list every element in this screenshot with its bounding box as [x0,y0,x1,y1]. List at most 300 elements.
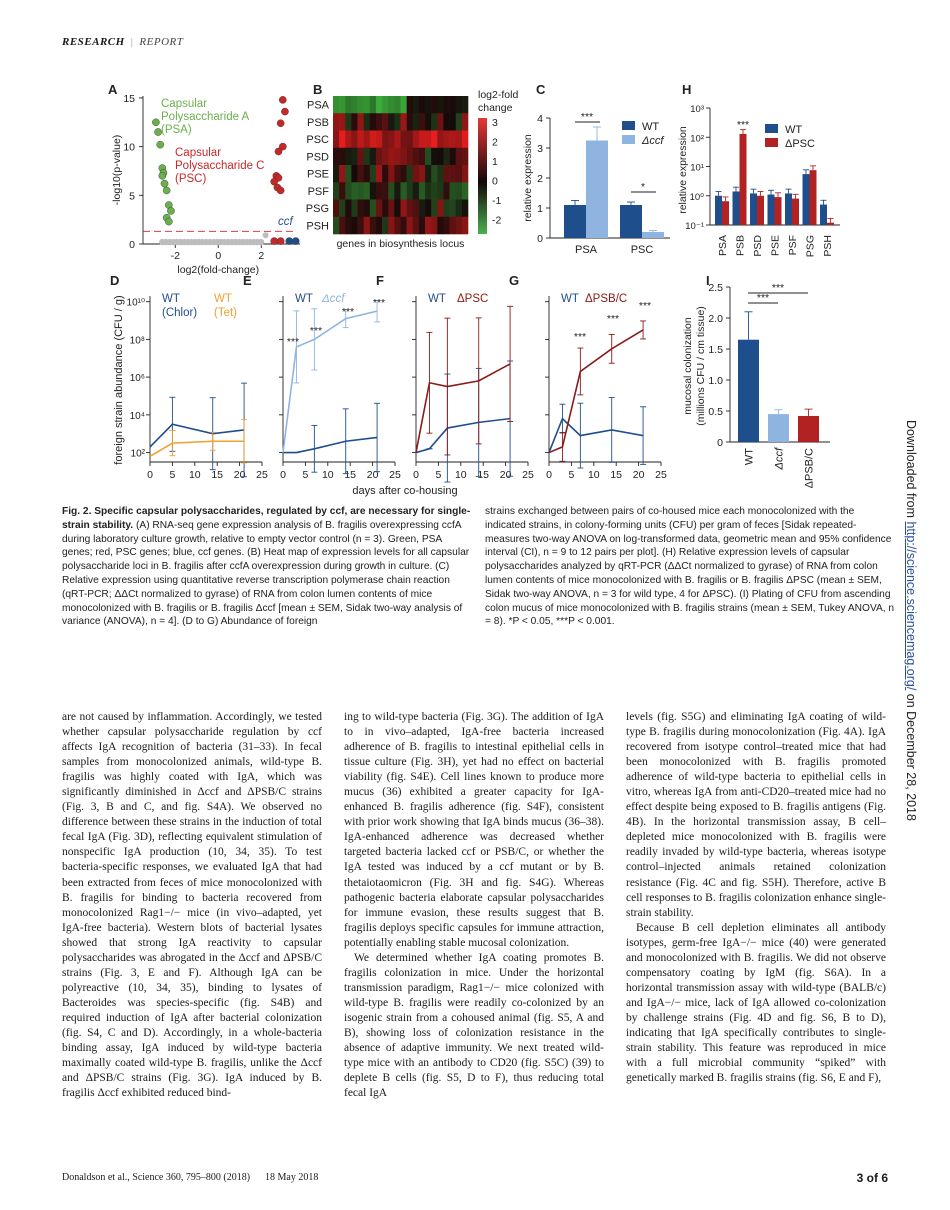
scatter-point-psa [159,172,166,179]
heatmap-cell [413,96,419,114]
heatmap-cell [339,148,345,166]
heatmap-cell [450,131,456,149]
heatmap-cell [425,113,431,131]
heatmap-cell [394,182,400,200]
scatter-point-ccf [286,237,293,244]
heatmap-cell [450,200,456,218]
tick-label-x: 0 [413,469,419,481]
heatmap-cell [419,96,425,114]
axis-label-y-c: relative expression [522,134,534,222]
heatmap-cell [413,182,419,200]
heatmap-cell [425,165,431,183]
sig-annotation-h: *** [736,119,750,131]
tick-label-y: 10⁴ [129,410,145,422]
scatter-point-ns [258,239,264,245]
bar-h-psh [820,205,827,225]
scatter-point-ccf [292,237,299,244]
legend-psa-line2: Polysaccharide A [161,111,250,123]
heatmap-cell [388,113,394,131]
sig-annotation: *** [606,313,620,325]
panel-label-h: H [682,82,692,97]
heatmap-cell [407,200,413,218]
download-suffix: on December 28, 2018 [904,693,918,821]
tick-label-y: 10⁶ [129,373,145,385]
heatmap-cell [333,113,339,131]
citation: Donaldson et al., Science 360, 795–800 (2018) [62,1172,251,1183]
heatmap-cell [443,148,449,166]
bar-h-pse [775,197,782,225]
axis-label-y-i-2: (millions CFU / cm tissue) [695,306,707,426]
panel-label-b: B [313,82,323,97]
source-link[interactable]: http://science.sciencemag.org/ [904,521,918,691]
scatter-point-psa [167,207,174,214]
heatmap-cell [376,113,382,131]
legend-psa-line3: (PSA) [161,124,192,136]
tick-label-x: 25 [256,469,268,481]
sig-annotation-i: *** [756,292,770,304]
heatmap-cell [401,182,407,200]
body-column-3 [626,710,886,1086]
heatmap-cell [419,165,425,183]
sig-annotation: *** [341,306,355,318]
heatmap-cell [333,131,339,149]
heatmap-legend-title-2: change [478,102,513,114]
scatter-point-psc [275,148,282,155]
axis-label-y-abundance: foreign strain abundance (CFU / g) [113,295,125,465]
panel-label-d: D [110,273,120,288]
heatmap-row-label: PSD [306,151,329,164]
legend-psc-line2: Polysaccharide C [175,160,265,172]
heatmap-cell [351,200,357,218]
tick-label-x-h: PSG [804,235,817,258]
heatmap-cell [456,165,462,183]
heatmap-cell [364,148,370,166]
heatmap-cell [351,182,357,200]
bar-h-psh [827,223,834,225]
bar-h-psb [740,134,747,225]
body-column-2 [344,710,604,1101]
heatmap-cell [443,200,449,218]
bar-h-psb [733,191,740,225]
page-number: 3 of 6 [856,1171,888,1185]
axis-label-x-a: log2(fold-change) [177,264,260,276]
heatmap-cell [407,165,413,183]
series-line-psc [416,364,510,453]
legend-label: ΔPSC [457,293,489,305]
sig-annotation-c: * [640,181,646,193]
heatmap-cell [370,96,376,114]
tick-label-y-a: 5 [129,190,135,203]
legend-swatch-c-wt [622,121,635,130]
legend-label: ΔPSB/C [585,293,628,305]
heatmap-cell [456,217,462,235]
heatmap-cell [419,182,425,200]
heatmap-cell [462,148,468,166]
heatmap-row-label: PSC [306,134,329,147]
tick-label-x: 10 [587,469,600,481]
heatmap-cell [431,165,437,183]
tick-label-y: 10² [130,448,145,460]
heatmap-xlabel: genes in biosynthesis locus [336,238,465,250]
scatter-point-psa [161,180,168,187]
heatmap-cell [443,217,449,235]
heatmap-cell [413,165,419,183]
heatmap-cell [364,96,370,114]
tick-label-y-h: 10⁻¹ [685,221,704,232]
heatmap-cell [388,148,394,166]
tick-label-x-a: -2 [170,250,180,262]
heatmap-cell [370,131,376,149]
tick-label-x: 25 [655,469,667,481]
heatmap-cell [376,182,382,200]
heatmap-cell [437,165,443,183]
bar-h-psg [810,170,817,225]
tick-label-y-i: 0.5 [708,406,723,418]
heatmap-cell [382,200,388,218]
heatmap-cell [425,182,431,200]
heatmap-cell [364,113,370,131]
heatmap-cell [333,96,339,114]
heatmap-cell [358,96,364,114]
heatmap-cell [376,148,382,166]
heatmap-cell [401,113,407,131]
legend-swatch-c-ccf [622,135,635,144]
heatmap-cell [443,113,449,131]
heatmap-cell [358,131,364,149]
colorbar-tick: 3 [492,117,498,129]
heatmap-cell [437,217,443,235]
heatmap-cell [407,148,413,166]
legend-label: WT [162,293,180,305]
legend-swatch-h-wt [765,124,778,133]
tick-label-x: 5 [302,469,309,481]
tick-label-x-c: PSC [630,244,654,256]
heatmap-cell [419,113,425,131]
heatmap-cell [351,113,357,131]
heatmap-cell [345,165,351,183]
heatmap-cell [382,113,388,131]
heatmap-cell [351,96,357,114]
heatmap-cell [456,96,462,114]
series-line-wt [416,419,510,453]
axis-label-y-i-1: mucosal colonization [682,317,694,415]
caption-title: Fig. 2. Specific capsular polysaccharides, regulated by ccf, are necessary for single-strain stability. [62,506,471,531]
heatmap-cell [382,96,388,114]
bar-i-wt [738,340,759,442]
tick-label-x: 10 [188,469,201,481]
legend-label-c-ccf: Δccf [642,135,664,147]
heatmap-cell [333,165,339,183]
scatter-point-psc [277,120,284,127]
heatmap-cell [419,217,425,235]
tick-label-x-a: 2 [258,250,265,262]
heatmap-cell [437,148,443,166]
heatmap-cell [345,182,351,200]
tick-label-y-i: 0 [717,437,723,449]
heatmap-cell [333,217,339,235]
heatmap-cell [450,217,456,235]
tick-label-x-h: PSH [822,235,834,257]
tick-label-x: 5 [435,469,442,481]
heatmap-cell [376,200,382,218]
panel-label-f: F [376,273,384,288]
heatmap-colorbar [478,118,487,234]
heatmap-cell [388,131,394,149]
heatmap-cell [401,148,407,166]
bar-c-psa [586,141,608,239]
tick-label-x-i: ΔPSB/C [803,448,816,489]
heatmap-cell [462,96,468,114]
heatmap-row-label: PSE [306,168,329,181]
body-column-1 [62,710,322,1101]
heatmap-cell [382,148,388,166]
bar-c-psc [620,205,642,238]
tick-label-y-c: 1 [537,203,543,215]
tick-label-x: 20 [632,469,645,481]
heatmap-cell [364,217,370,235]
heatmap-cell [339,96,345,114]
tick-label-x-c: PSA [574,244,598,256]
tick-label-x: 15 [610,469,623,481]
heatmap-cell [431,148,437,166]
colorbar-tick: 2 [492,136,498,149]
scatter-point-psa [165,218,172,225]
heatmap-cell [345,217,351,235]
heatmap-cell [345,96,351,114]
heatmap-cell [431,217,437,235]
tick-label-x: 0 [147,469,153,481]
legend-sublabel: (Chlor) [162,307,198,319]
heatmap-cell [358,217,364,235]
header-separator: | [130,36,134,48]
heatmap-cell [425,96,431,114]
scatter-point-psa [157,141,164,148]
axis-label-x-days: days after co-housing [352,485,458,497]
bar-h-psf [792,199,799,225]
heatmap-cell [413,217,419,235]
heatmap-cell [431,131,437,149]
heatmap-cell [394,131,400,149]
legend-label-c-wt: WT [642,121,660,133]
heatmap-cell [401,131,407,149]
legend-psc-line3: (PSC) [175,173,207,185]
heatmap-cell [358,165,364,183]
tick-label-y-a: 15 [123,92,135,105]
bar-i-ccf [768,414,789,442]
heatmap-cell [437,182,443,200]
paragraph: ing to wild-type bacteria (Fig. 3G). The addition of IgA to in vivo–adapted, IgA-free bacteria increased adherence of B. fragilis to intestinal epithelial cells in tissue culture (Fig. 3H), yet had no effect on bacterial viability (fig. S4E). Cell lines known to produce more mucus (36) exhibited a greater capacity for IgA-enhanced B. fragilis adherence (fig. S4F), consistent with prior work showing that IgA binds mucus (36–38). IgA-enhanced adherence was decreased whether targeted bacteria lacked ccf or PSB/C, or whether the IgA tested was induced by a ccf mutant or by B. thetaiotaomicron (Fig. 3H and fig. S4G). Whereas pathogenic bacteria elaborate capsular polysaccharides for immune evasion, these results suggest that B. fragilis deploys specific capsules for immune attraction, potentially enabling stable mucosal colonization. [344,711,604,949]
heatmap-cell [462,165,468,183]
colorbar-tick: -1 [492,195,502,207]
heatmap-cell [443,165,449,183]
series-line-wt [283,437,377,452]
heatmap-cell [419,200,425,218]
tick-label-x: 15 [477,469,490,481]
paragraph: Because B cell depletion eliminates all antibody isotypes, germ-free IgA−/− mice (40) were generated and monocolonized with B. fragilis. We did not observe compensatory coating by IgM (fig. S6A). In a horizontal transmission assay with wild-type (BALB/c) and IgA−/− mice, lack of IgA allowed co-colonization by challenge strains (Fig. 4D and fig. S6, B to D), indicating that IgA specifically contributes to single-strain stability. This feature was reproduced in mice with a full microbial community “spiked” with genetically marked B. fragilis strains (fig. S6, E and F), [626,921,886,1085]
sig-annotation: *** [573,331,587,343]
heatmap-cell [407,96,413,114]
heatmap-cell [394,113,400,131]
heatmap-cell [382,217,388,235]
heatmap-cell [419,148,425,166]
heatmap-cell [456,131,462,149]
tick-label-y-c: 2 [537,173,543,185]
colorbar-tick: 1 [492,156,498,168]
bar-c-psa [564,205,586,238]
tick-label-x: 25 [522,469,534,481]
heatmap-cell [339,200,345,218]
paragraph: levels (fig. S5G) and eliminating IgA coating of wild-type B. fragilis during monocolonization (Fig. 4A). IgA recovered from isotype control–treated mice that had been monocolonized with B. fragilis promoted adherence of wild-type bacteria to epithelial cells in vitro, whereas IgA from anti-CD20–treated mice had no effect despite being exposed to B. fragilis antigens (Fig. 4B). In the horizontal transmission assay, B cell–depleted mice monocolonized with B. fragilis were readily invaded by wild-type bacteria, whereas isotype control–injected animals retained colonization resistance (Fig. 4C and fig. S5H). Therefore, active B cell responses to B. fragilis colonization enhance single-strain stability. [626,711,886,919]
heatmap-cell [388,200,394,218]
heatmap-cell [388,217,394,235]
heatmap-cell [358,148,364,166]
heatmap-cell [413,113,419,131]
tick-label-x-h: PSD [752,235,764,257]
heatmap-cell [401,165,407,183]
scatter-point-psa [152,119,159,126]
heatmap-cell [376,217,382,235]
bar-h-psg [803,174,810,225]
caption-left [62,505,474,629]
issue-date: 18 May 2018 [265,1172,319,1183]
heatmap-cell [376,96,382,114]
bar-h-pse [768,195,775,225]
tick-label-x-h: PSB [734,235,747,257]
legend-sublabel: (Tet) [214,307,237,319]
tick-label-y-c: 3 [537,143,543,155]
scatter-point-ns [263,232,269,238]
tick-label-x-i: WT [743,448,756,466]
sig-annotation: *** [309,325,323,337]
axis-label-y-h: relative expression [677,126,689,214]
tick-label-x: 0 [280,469,286,481]
scatter-point-psc [279,96,286,103]
legend-swatch-h-psc [765,138,778,147]
heatmap-cell [370,148,376,166]
legend-label-h-psc: ΔPSC [785,138,815,150]
heatmap-cell [431,182,437,200]
series-line-ccf [283,311,377,452]
heatmap-cell [345,131,351,149]
paragraph: are not caused by inflammation. Accordingly, we tested whether capsular polysaccharide regulation by ccf affects IgA recognition of bacteria (31–33). In fecal samples from monocolonized animals, wild-type B. fragilis was highly coated with IgA, which was significantly diminished in Δccf and ΔPSB/C strains (Fig. 3, B and C, and fig. S4A). We observed no difference between these strains in the induction of total fecal IgA (Fig. 3D), reflecting equivalent stimulation of nonspecific IgA production (10, 34, 35). To test bacteria-specific responses, we evaluated IgA that had been extracted from feces of mice monocolonized with B. fragilis for binding to bacteria recovered from monocolonized Rag1−/− mice (in vivo–adapted, yet IgA-free bacteria). Western blots of bacterial lysates showed that strong IgA reactivity to capsular polysaccharides was abrogated in the Δccf and ΔPSB/C strains (Fig. 3, E and F). Although IgA can be polyreactive (10, 34, 35), binding to lysates of Bacteroides was species-specific (fig. S4B) and required induction of IgA after bacterial colonization (fig. S4, C and D). Accordingly, in a whole-bacteria binding assay, IgA induced by wild-type bacteria maximally coated wild-type B. fragilis, unlike the Δccf and ΔPSB/C strains (Fig. 3G). IgA induced by B. fragilis Δccf exhibited reduced bind- [62,711,322,1100]
heatmap-row-label: PSH [306,220,329,233]
heatmap-cell [364,200,370,218]
heatmap-row-label: PSF [307,185,329,198]
heatmap-cell [358,182,364,200]
colorbar-tick: 0 [492,175,498,188]
series-line-psbc [549,330,643,453]
heatmap-row-label: PSA [306,99,329,112]
legend-label: WT [214,293,232,305]
heatmap-cell [407,131,413,149]
heatmap-cell [450,165,456,183]
tick-label-y-h: 10¹ [690,162,704,174]
panel-label-e: E [243,273,252,288]
tick-label-x: 15 [211,469,224,481]
heatmap-cell [333,148,339,166]
heatmap-cell [456,148,462,166]
heatmap-cell [407,113,413,131]
tick-label-y-i: 2.5 [708,282,723,294]
sig-annotation-i: *** [771,282,785,294]
heatmap-cell [456,182,462,200]
heatmap-cell [425,217,431,235]
legend-psc-line1: Capsular [175,147,222,159]
legend-label: WT [428,293,446,305]
tick-label-y-h: 10⁰ [689,191,704,203]
heatmap-cell [462,182,468,200]
scatter-point-psa [163,187,170,194]
heatmap-cell [358,113,364,131]
sig-annotation-c: *** [580,111,594,123]
heatmap-cell [401,96,407,114]
heatmap-cell [462,200,468,218]
axis-label-y-a: -log10(p-value) [111,134,123,206]
series-line-wtchlor [150,424,244,447]
tick-label-x-h: PSA [717,235,729,257]
heatmap-cell [462,131,468,149]
heatmap-cell [333,200,339,218]
heatmap-cell [345,148,351,166]
heatmap-cell [431,200,437,218]
bar-h-psd [750,193,757,225]
tick-label-x: 10 [321,469,334,481]
page-footer [62,1172,888,1183]
tick-label-x: 25 [389,469,401,481]
heatmap-cell [351,148,357,166]
download-prefix: Downloaded from [904,420,918,518]
heatmap-cell [450,182,456,200]
tick-label-x: 0 [546,469,552,481]
heatmap-cell [339,165,345,183]
heatmap-cell [351,165,357,183]
sig-annotation: *** [638,300,652,312]
heatmap-cell [431,113,437,131]
scatter-point-psc [277,187,284,194]
tick-label-y-a: 0 [129,239,135,251]
sig-annotation: *** [286,336,300,348]
heatmap-cell [351,217,357,235]
tick-label-x: 15 [344,469,357,481]
heatmap-cell [462,217,468,235]
heatmap-cell [450,96,456,114]
caption-right: strains exchanged between pairs of co-housed mice each monocolonized with the indicated strains, in colony-forming units (CFU) per gram of feces [Sidak repeated-measures two-way ANOVA on log-transformed data, geometric mean and 95% confidence interval (CI), n = 9 to 12 pairs per plot]. (H) Relative expression levels of capsular polysaccharides analyzed by qRT-PCR (ΔΔCt normalized to gyrase) of RNA from colon lumen contents of mice monocolonized with B. fragilis or B. fragilis ΔPSC (mean ± SEM, Sidak two-way ANOVA, n = 3 for wild type, 4 for ΔPSC). (I) Plating of CFU from ascending colon mucus of mice monocolonized with B. fragilis strains (mean ± SEM, Tukey ANOVA, n = 8). *P < 0.05, ***P < 0.001. [485,506,895,628]
tick-label-x-i: Δccf [773,448,786,470]
heatmap-cell [339,113,345,131]
heatmap-cell [345,113,351,131]
heatmap-row-label: PSB [306,116,329,129]
scatter-point-psc [277,237,284,244]
heatmap-cell [339,131,345,149]
heatmap-cell [407,182,413,200]
heatmap-cell [394,148,400,166]
panel-label-c: C [536,82,546,97]
sig-annotation: *** [372,297,386,309]
heatmap-cell [382,182,388,200]
legend-label: WT [561,293,579,305]
tick-label-x: 5 [568,469,575,481]
colorbar-tick: -2 [492,214,502,227]
paragraph: We determined whether IgA coating promotes B. fragilis colonization in mice. Under the horizontal transmission paradigm, Rag1−/− mice colonized with wild-type B. fragilis were readily co-colonized by an isogenic strain from a cohoused animal (fig. S5, A and B), showing loss of colonization resistance in the absence of adaptive immunity. We next treated wild-type mice with an antibody to CD20 (fig. S5C) (39) to deplete B cells (fig. S5, D to F), thus reducing total fecal IgA [344,951,604,1100]
heatmap-cell [437,96,443,114]
heatmap-cell [358,200,364,218]
tick-label-y-i: 2.0 [708,313,723,325]
tick-label-x-h: PSE [769,235,782,257]
heatmap-cell [425,131,431,149]
bar-h-psd [757,196,764,225]
heatmap-cell [413,131,419,149]
heatmap-cell [339,182,345,200]
